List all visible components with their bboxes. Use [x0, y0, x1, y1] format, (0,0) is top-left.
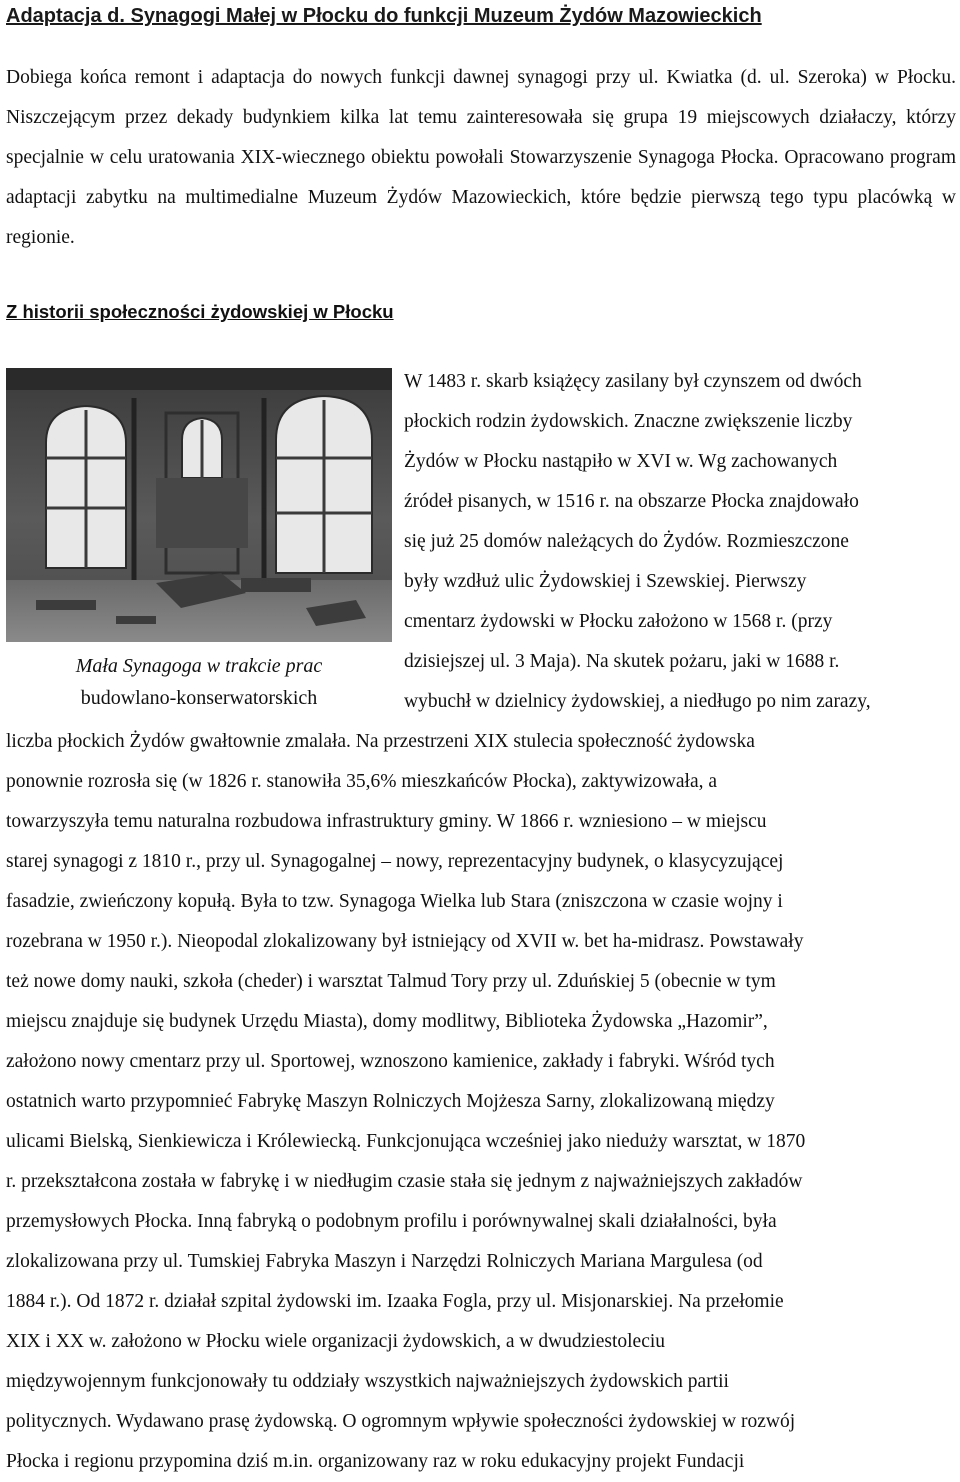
text-line: Żydów w Płocku nastąpiło w XVI w. Wg zachowanych — [404, 451, 838, 472]
text-line: międzywojennym funkcjonowały tu oddziały wszystkich najważniejszych żydowskich partii — [6, 1371, 729, 1392]
history-heading: Z historii społeczności żydowskiej w Płocku — [6, 301, 394, 322]
text-line: się już 25 domów należących do Żydów. Rozmieszczone — [404, 531, 849, 552]
text-line: źródeł pisanych, w 1516 r. na obszarze Płocka znajdowało — [404, 491, 859, 512]
text-line: też nowe domy nauki, szkoła (cheder) i warsztat Talmud Tory przy ul. Zduńskiej 5 (obecnie w tym — [6, 971, 776, 992]
text-line: przemysłowych Płocka. Inną fabryką o podobnym profilu i porównywalnej skali działalności, była — [6, 1211, 777, 1232]
intro-paragraph: Dobiega końca remont i adaptacja do nowych funkcji dawnej synagogi przy ul. Kwiatka (d. ul. Szeroka) w Płocku. Niszczejącym przez dekady budynkiem kilka lat temu zainteresowała się grupa 19 miejscowych działaczy, którzy specjalnie w celu uratowania XIX-wiecznego obiektu powołali Stowarzyszenie Synagoga Płocka. Opracowano program adaptacji zabytku na multimedialne Muzeum Żydów Mazowieckich, które będzie pierwszą tego typu placówką w regionie. — [6, 67, 956, 248]
text-line: W 1483 r. skarb książęcy zasilany był czynszem od dwóch — [404, 371, 862, 392]
text-line: ostatnich warto przypomnieć Fabrykę Maszyn Rolniczych Mojżesza Sarny, zlokalizowaną między — [6, 1091, 775, 1112]
caption-line-2: budowlano-konserwatorskich — [80, 687, 318, 709]
text-line: towarzyszyła temu naturalna rozbudowa infrastruktury gminy. W 1866 r. wzniesiono – w miejscu — [6, 811, 767, 832]
text-line: miejscu znajduje się budynek Urzędu Miasta), domy modlitwy, Biblioteka Żydowska „Hazomir”, — [6, 1011, 768, 1032]
text-line: r. przekształcona została w fabrykę i w niedługim czasie stała się jednym z najważniejszych zakładów — [6, 1171, 803, 1192]
text-line: ulicami Bielską, Sienkiewicza i Królewiecką. Funkcjonująca wcześniej jako nieduży warsztat, w 1870 — [6, 1131, 806, 1152]
text-line: były wzdłuż ulic Żydowskiej i Szewskiej. Pierwszy — [404, 571, 807, 592]
history-text-beside-figure — [404, 362, 956, 722]
text-line: cmentarz żydowski w Płocku założono w 1568 r. (przy — [404, 611, 833, 632]
text-line: XIX i XX w. założono w Płocku wiele organizacji żydowskich, a w dwudziestoleciu — [6, 1331, 666, 1352]
document-title: Adaptacja d. Synagogi Małej w Płocku do funkcji Muzeum Żydów Mazowieckich — [6, 5, 762, 27]
text-line: dzisiejszej ul. 3 Maja). Na skutek pożaru, jaki w 1688 r. — [404, 651, 840, 672]
text-line: Płocka i regionu przypomina dziś m.in. organizowany raz w roku edukacyjny projekt Fundacji — [6, 1451, 745, 1472]
text-line: liczba płockich Żydów gwałtownie zmalała. Na przestrzeni XIX stulecia społeczność żydowska — [6, 731, 755, 752]
synagogue-interior-photo — [6, 368, 392, 642]
text-line: płockich rodzin żydowskich. Znaczne zwiększenie liczby — [404, 411, 853, 432]
text-line: zlokalizowana przy ul. Tumskiej Fabryka Maszyn i Narzędzi Rolniczych Mariana Margulesa (od — [6, 1251, 763, 1272]
text-line: starej synagogi z 1810 r., przy ul. Synagogalnej – nowy, reprezentacyjny budynek, o klasycyzującej — [6, 851, 784, 872]
text-line: fasadzie, zwieńczony kopułą. Była to tzw. Synagoga Wielka lub Stara (zniszczona w czasie wojny i — [6, 891, 783, 912]
text-line: 1884 r.). Od 1872 r. działał szpital żydowski im. Izaaka Fogla, przy ul. Misjonarskiej. Na przełomie — [6, 1291, 784, 1312]
text-line: rozebrana w 1950 r.). Nieopodal zlokalizowany był istniejący od XVII w. bet ha-midrasz. Powstawały — [6, 931, 804, 952]
caption-line-1: Mała Synagoga w trakcie prac — [75, 655, 323, 677]
text-line: założono nowy cmentarz przy ul. Sportowej, wznoszono kamienice, zakłady i fabryki. Wśród tych — [6, 1051, 775, 1072]
text-line: wybuchł w dzielnicy żydowskiej, a niedługo po nim zarazy, — [404, 691, 871, 712]
synagogue-figure — [6, 368, 392, 714]
history-text-body — [6, 722, 956, 1482]
figure-caption — [6, 650, 392, 714]
text-line: ponownie rozrosła się (w 1826 r. stanowiła 35,6% mieszkańców Płocka), zaktywizowała, a — [6, 771, 718, 792]
text-line: politycznych. Wydawano prasę żydowską. O ogromnym wpływie społeczności żydowskiej w rozwój — [6, 1411, 796, 1432]
